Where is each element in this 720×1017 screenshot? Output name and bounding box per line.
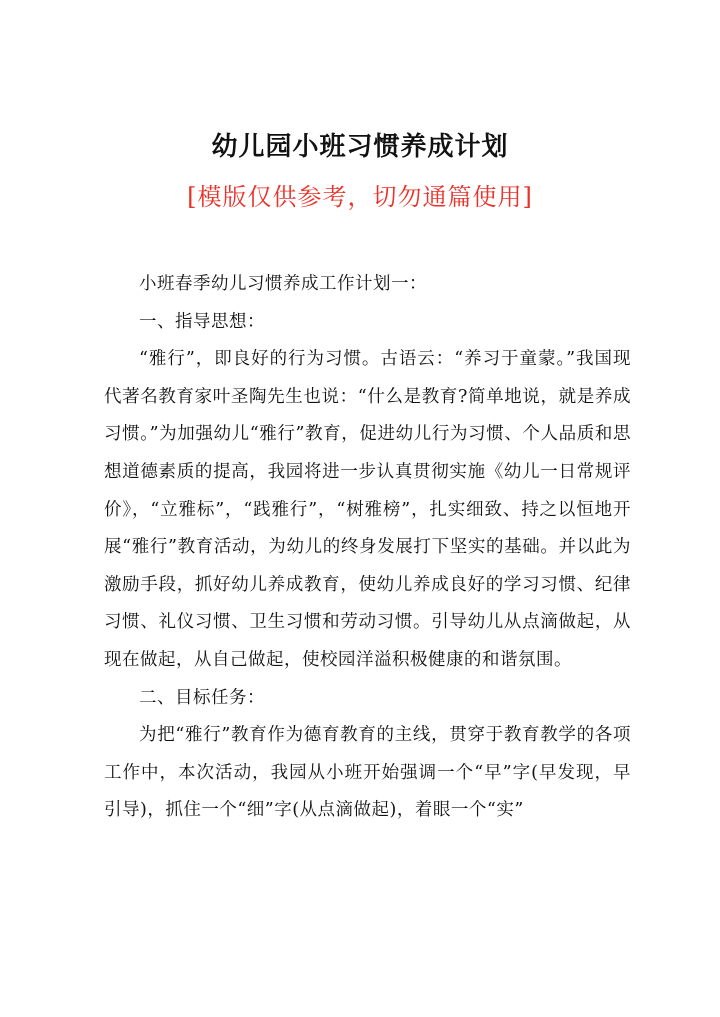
template-disclaimer: [模版仅供参考，切勿通篇使用] (187, 183, 533, 211)
paragraph-goals: 为把“雅行”教育作为德育教育的主线，贯穿于教育教学的各项工作中，本次活动，我园从小班开始强调一个“早”字(早发现，早引导)，抓住一个“细”字(从点滴做起)，着眼一个“实” (104, 725, 631, 821)
paragraph-guiding-ideology: “雅行”，即良好的行为习惯。古语云：“养习于童蒙。”我国现代著名教育家叶圣陶先生也说：“什么是教育?简单地说，就是养成习惯。”为加强幼儿“雅行”教育，促进幼儿行为习惯、个人品质和思想道德素质的提高，我园将进一步认真贯彻实施《幼儿一日常规评价》，“立雅标”，“践雅行”，“树雅榜”，扎实细致、持之以恒地开展“雅行”教育活动，为幼儿的终身发展打下坚实的基础。并以此为激励手段，抓好幼儿养成教育，使幼儿养成良好的学习习惯、纪律习惯、礼仪习惯、卫生习惯和劳动习惯。引导幼儿从点滴做起，从现在做起，从自己做起，使校园洋溢积极健康的和谐氛围。 (104, 349, 631, 670)
section-heading-guiding-ideology: 一、指导思想： (139, 311, 265, 332)
plan-heading: 小班春季幼儿习惯养成工作计划一： (139, 274, 427, 294)
document-body (104, 266, 631, 830)
section-heading-goals: 二、目标任务： (139, 687, 265, 708)
document-title: 幼儿园小班习惯养成计划 (211, 132, 509, 162)
